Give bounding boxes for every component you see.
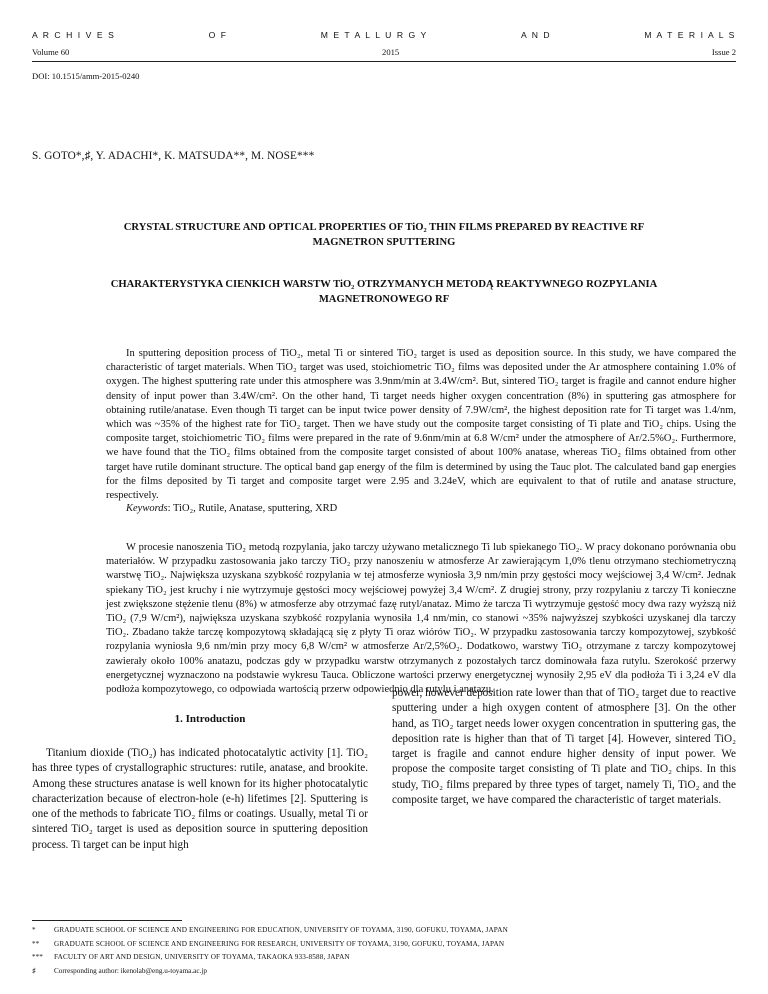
footnote-rule: [32, 920, 182, 921]
footnote-text: GRADUATE SCHOOL OF SCIENCE AND ENGINEERING FOR EDUCATION, UNIVERSITY OF TOYAMA, 3190, GOFUKU, TOYAMA, JAPAN: [54, 926, 508, 934]
article-title-english: CRYSTAL STRUCTURE AND OPTICAL PROPERTIES OF TiO₂ THIN FILMS PREPARED BY REACTIVE RF MAGNETRON SPUTTERING: [123, 222, 645, 248]
article-title-polish: CHARAKTERYSTYKA CIENKICH WARSTW TiO₂ OTRZYMANYCH METODĄ REAKTYWNEGO ROZPYLANIA MAGNETRONOWEGO RF: [110, 279, 658, 305]
footnote: [32, 924, 736, 938]
issue-meta: [32, 47, 736, 57]
footnote-mark: ***: [32, 953, 43, 961]
abstract-polish: W procesie nanoszenia TiO₂ metodą rozpylania, jako tarczy używano metalicznego Ti lub spiekanego TiO₂. W pracy dokonano porównania obu materiałów. W przypadku zastosowania jako tarczy TiO₂ przy nanoszeniu w atmosferze Ar zawierającym 1,0% tlenu otrzymano stechiometryczną warstwę TiO₂. Największa uzyskana szybkość rozpylania w tej atmosferze wyniosła 3,9 nm/min przy gęstości mocy wejściowej 3,4 W/cm². Jednak spiekany TiO₂ jest kruchy i nie wytrzymuje gęstości mocy wejściowej powyżej 3,4 W/cm². Z drugiej strony, przy rozpylaniu z tarczy Ti konieczne jest zwiększone stężenie tlenu (8%) w atmosferze aby otrzymać fazę rutyl/anataz. Mimo że tarcza Ti wytrzymuje gęstość mocy dwa razy wyższą niż TiO₂ (7,9 W/cm²), największa uzyskana szybkość rozpylania wynosiła 1,4 nm/min, co stanowi ~35% najwyższej szybkości uzyskanej dla tarczy TiO₂. Zbadano także tarczę kompozytową składającą się z płyty Ti oraz wiórów TiO₂. W przypadku zastosowania tarczy kompozytowej, szybkość rozpylania wyniosła 9,6 nm/min przy mocy 6,8 W/cm² w atmosferze Ar/2,5%O₂. Dodatkowo, warstwy TiO₂ otrzymane z tarczy kompozytowej zawierały około 100% anatazu, podczas gdy w przypadku warstw otrzymanych z pozostałych tarcz dominowała faza rutylu. Szerokość przerwy energetycznej wyznaczono na podstawie wykresu Tauca. Obliczone wartości przerwy energetycznej wynosiły 2,95 eV dla podłoża Ti i 3,24 eV dla podłoża kompozytowego, co odpowiada wartością przerw odpowiednio dla rutylu i anatazu.: [106, 542, 736, 696]
footnote: [32, 965, 736, 979]
footnotes: [32, 924, 736, 978]
footnote-text: FACULTY OF ART AND DESIGN, UNIVERSITY OF TOYAMA, TAKAOKA 933-8588, JAPAN: [54, 953, 350, 961]
doi-link[interactable]: DOI: 10.1515/amm-2015-0240: [32, 71, 140, 81]
keywords-line: [126, 503, 736, 514]
journal-word-of: O F: [208, 30, 228, 40]
footnote: [32, 938, 736, 952]
journal-word-archives: A R C H I V E S: [32, 30, 116, 40]
issue-label: Issue 2: [711, 47, 736, 57]
year-label: 2015: [382, 47, 400, 57]
footnote: [32, 951, 736, 965]
header-rule: [32, 61, 736, 62]
introduction-right-column: power, however deposition rate lower than that of TiO₂ target due to reactive sputtering under a high oxygen content of atmosphere [3]. On the other hand, as TiO₂ target needs lower oxygen concentration in sputtering gas, the deposition rate is higher than that of Ti target [4]. However, sintered TiO₂ target is fragile and cannot endure higher density of input power. We propose the composite target consisting of Ti plate and TiO₂ chips. In this study, TiO₂ films prepared by three types of target, namely Ti, TiO₂ and the composite target, we have compared the characteristic of target materials.: [392, 687, 736, 807]
footnote-mark: ♯: [32, 966, 36, 975]
journal-word-and: A N D: [521, 30, 552, 40]
abstract-english: In sputtering deposition process of TiO₂, metal Ti or sintered TiO₂ target is used as deposition source. In this study, we have compared the characteristic of target materials. When TiO₂ target was used, stoichiometric TiO₂ films was deposited under the Ar atmosphere containing 1.0% of oxygen. The highest sputtering rate under this atmosphere was 3.9nm/min at 3.4W/cm². But, sintered TiO₂ target is fragile and cannot endure higher density of input power than 3.4W/cm². On the other hand, Ti target needs higher oxygen concentration (8%) in sputtering gas atmosphere for obtaining rutile/anatase. Even though Ti target can be input twice power density of 7.9W/cm², the highest deposition rate for Ti target was 1.4/nm, which was ~35% of the highest rate for TiO₂ target. Then we have study out the composite target consisting of Ti plate and TiO₂ chips. Using the composite target, stoichiometric TiO₂ films were prepared in the rate of 9.6nm/min at 6.8 W/cm² under the atmosphere of Ar/2.5%O₂. Furthermore, we have found that the TiO₂ films obtained from the composite target consisted of about 100% anatase, whereas TiO₂ films obtained from other target have rutile dominant structure. The optical band gap energy of the film is determined by using the Tauc plot. The calculated band gap energies for the films deposited by Ti target and composite target were 2.95 and 3.24eV, which are equivalent to that of rutile and anatase structure, respectively.: [106, 348, 736, 502]
footnote-text: GRADUATE SCHOOL OF SCIENCE AND ENGINEERING FOR RESEARCH, UNIVERSITY OF TOYAMA, 3190, GOFUKU, TOYAMA, JAPAN: [54, 939, 505, 948]
corresponding-author-email[interactable]: Corresponding author: ikenolab@eng.u-toyama.ac.jp: [54, 966, 207, 975]
journal-name: [32, 30, 736, 40]
section-heading-introduction: 1. Introduction: [174, 713, 246, 725]
author-list: S. GOTO*,♯, Y. ADACHI*, K. MATSUDA**, M. NOSE***: [32, 150, 315, 162]
footnote-mark: *: [32, 926, 36, 934]
volume-label: Volume 60: [32, 47, 70, 57]
journal-word-metallurgy: M E T A L L U R G Y: [320, 30, 428, 40]
footnote-mark: **: [32, 939, 40, 948]
keywords-label: Keywords: [126, 503, 168, 514]
introduction-left-column: Titanium dioxide (TiO₂) has indicated photocatalytic activity [1]. TiO₂ has three types of crystallographic structures: rutile, anatase, and brookite. Among these structures anatase is well known for its higher photocatalytic characterization because of electron-hole (e-h) lifetimes [2]. Sputtering is one of the methods to fabricate TiO₂ films or coatings. Usually, metal Ti or sintered TiO₂ target is used as deposition source in sputtering deposition process. Ti target can be input high: [32, 747, 368, 851]
keywords-list: : TiO₂, Rutile, Anatase, sputtering, XRD: [167, 503, 338, 514]
journal-word-materials: M A T E R I A L S: [644, 30, 736, 40]
